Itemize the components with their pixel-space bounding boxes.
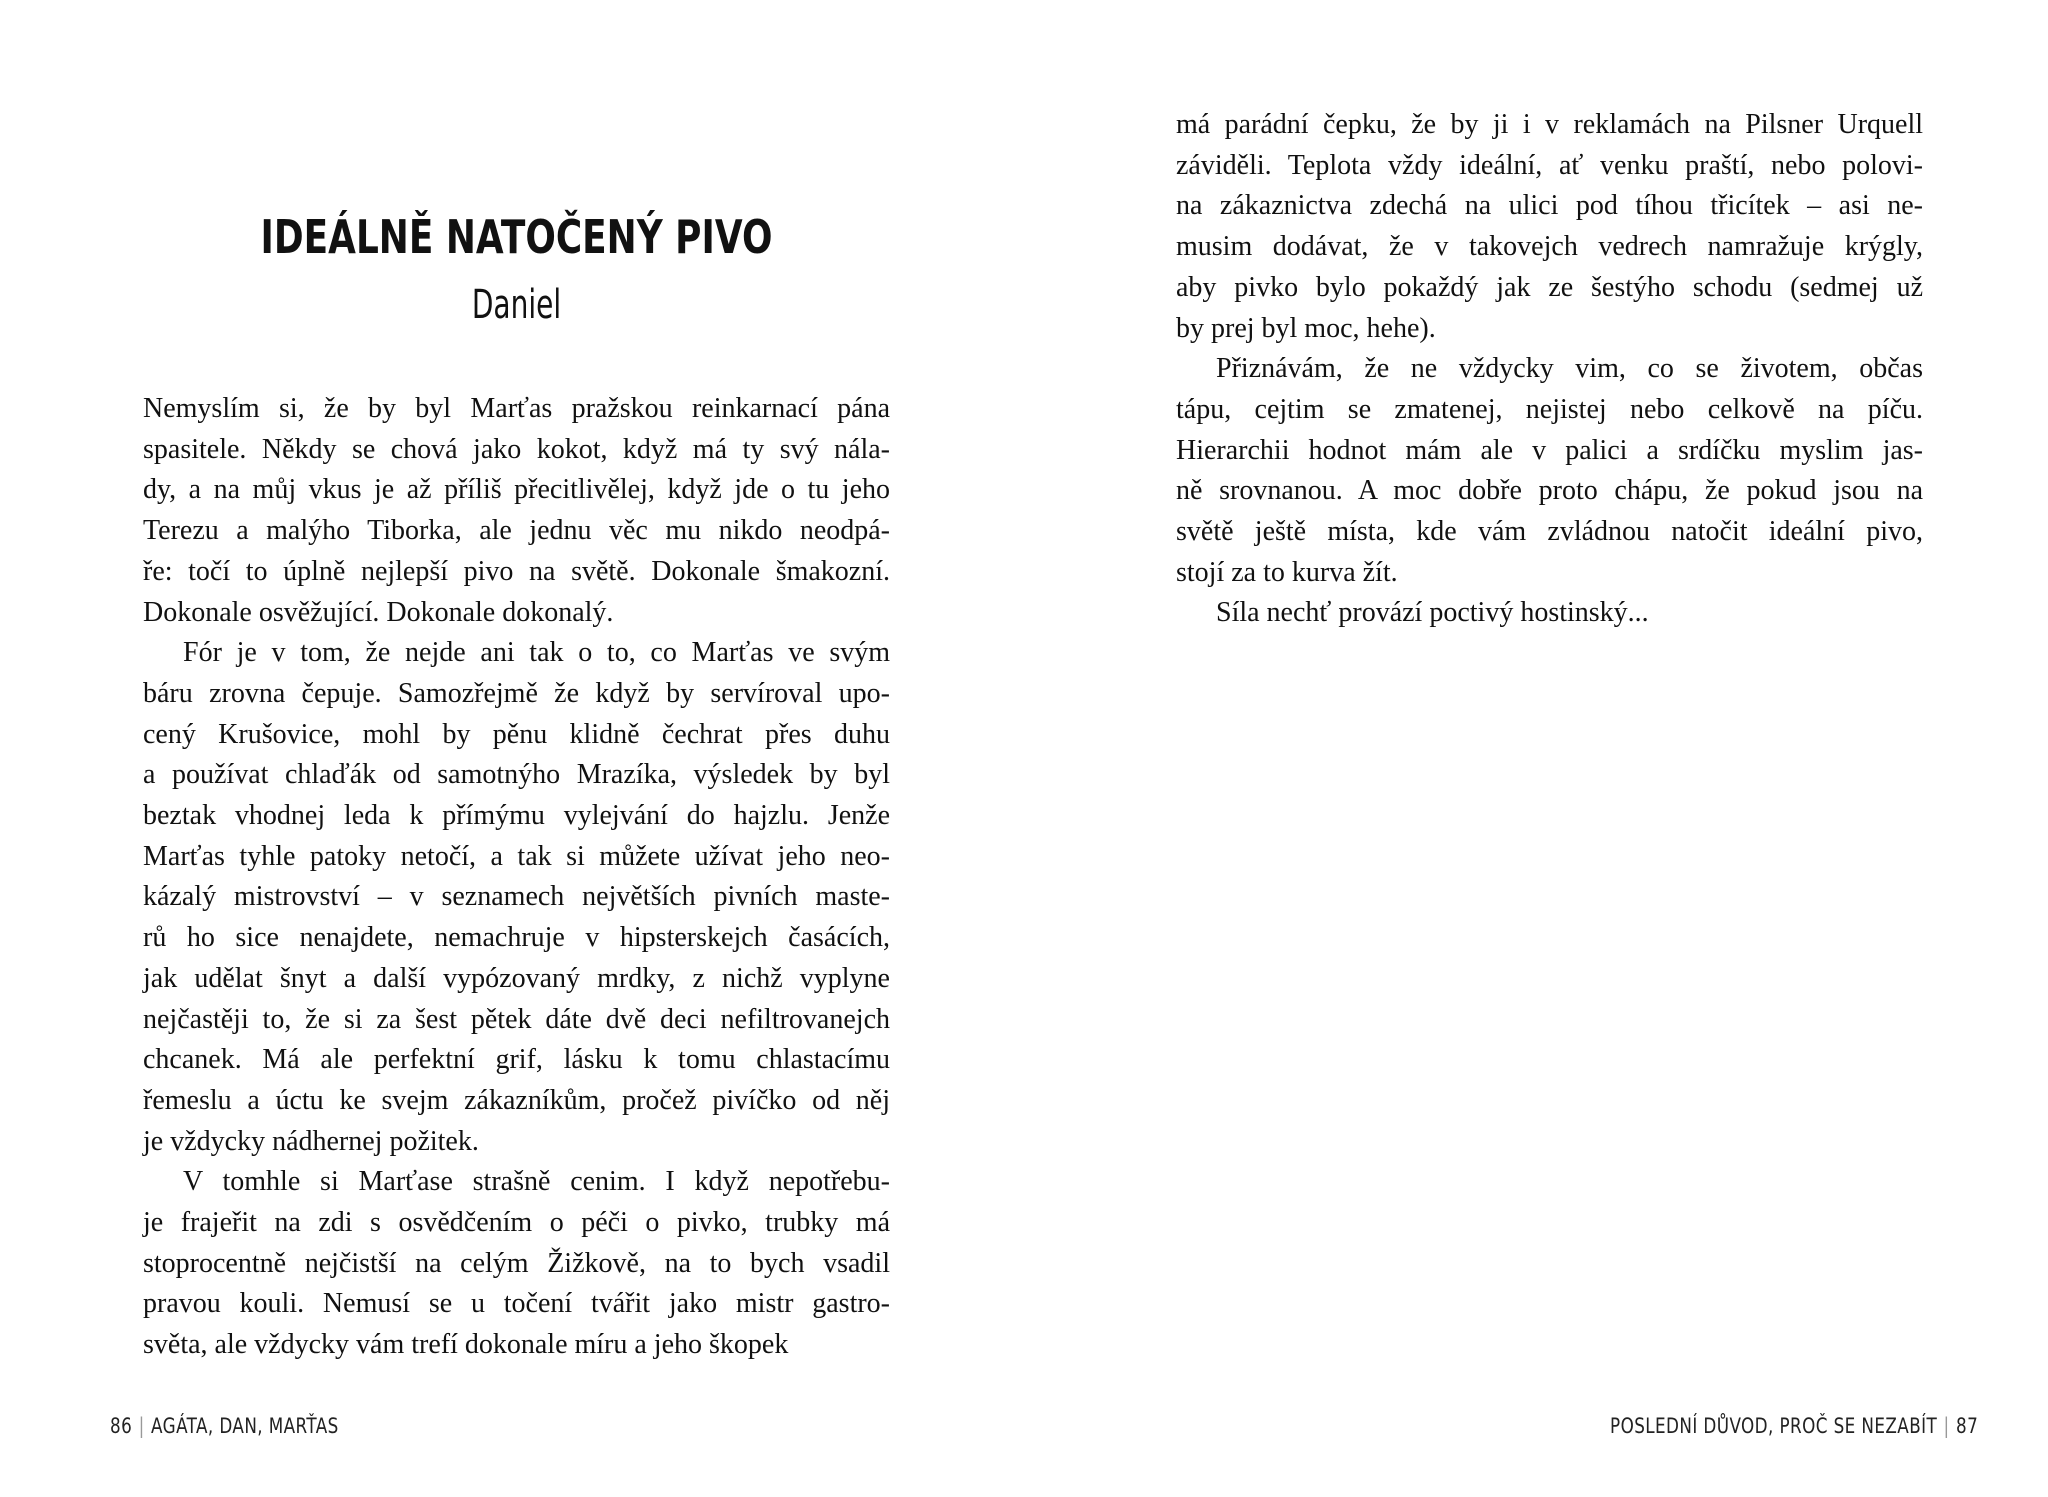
text-line: ně srovnanou. A moc dobře proto chápu, že pokud jsou na bbox=[1176, 475, 1923, 507]
chapter-title: IDEÁLNĚ NATOČENÝ PIVO bbox=[260, 210, 773, 264]
right-page bbox=[1024, 0, 2048, 1497]
paragraph bbox=[1176, 105, 1923, 349]
text-line: ře: točí to úplně nejlepší pivo na světě. Dokonale šmakozní. bbox=[143, 555, 890, 587]
paragraph bbox=[1176, 593, 1923, 634]
text-line: Marťas tyhle patoky netočí, a tak si můžete užívat jeho neo- bbox=[143, 840, 890, 872]
text-line: by prej byl moc, hehe). bbox=[1176, 312, 1436, 344]
text-line: světě ještě místa, kde vám zvládnou natočit ideální pivo, bbox=[1176, 516, 1923, 548]
left-footer bbox=[110, 1414, 339, 1438]
text-line: cený Krušovice, mohl by pěnu klidně čechrat přes duhu bbox=[143, 718, 890, 750]
text-line: tápu, cejtim se zmatenej, nejistej nebo celkově na píču. bbox=[1176, 393, 1923, 425]
right-body-text bbox=[1176, 105, 1923, 634]
text-line: a používat chlaďák od samotnýho Mrazíka, výsledek by byl bbox=[143, 759, 890, 791]
text-line: musim dodávat, že v takovejch vedrech namražuje krýgly, bbox=[1176, 231, 1923, 263]
text-line: je frajeřit na zdi s osvědčením o péči o pivko, trubky má bbox=[143, 1207, 890, 1239]
text-line: báru zrovna čepuje. Samozřejmě že když by servíroval upo- bbox=[143, 677, 890, 709]
text-line: pravou kouli. Nemusí se u točení tvářit jako mistr gastro- bbox=[143, 1288, 890, 1320]
text-line: stojí za to kurva žít. bbox=[1176, 556, 1398, 588]
text-line: světa, ale vždycky vám trefí dokonale míru a jeho škopek bbox=[143, 1329, 789, 1361]
footer-separator: | bbox=[1943, 1414, 1950, 1438]
running-head: POSLEDNÍ DŮVOD, PROČ SE NEZABÍT bbox=[1609, 1414, 1937, 1438]
text-line: Terezu a malýho Tiborka, ale jednu věc mu nikdo neodpá- bbox=[143, 515, 890, 547]
running-head: AGÁTA, DAN, MARŤAS bbox=[151, 1414, 339, 1438]
text-line: Síla nechť provází poctivý hostinský... bbox=[1216, 597, 1649, 629]
text-line: beztak vhodnej leda k přímýmu vylejvání do hajzlu. Jenže bbox=[143, 800, 890, 832]
text-line: Nemyslím si, že by byl Marťas pražskou reinkarnací pána bbox=[143, 393, 890, 424]
text-line: je vždycky nádhernej požitek. bbox=[143, 1125, 479, 1157]
text-line: chcanek. Má ale perfektní grif, lásku k tomu chlastacímu bbox=[143, 1044, 890, 1076]
text-line: spasitele. Někdy se chová jako kokot, když má ty svý nála- bbox=[143, 433, 890, 465]
text-line: dy, a na můj vkus je až příliš přecitlivělej, když jde o tu jeho bbox=[143, 474, 890, 506]
text-line: Fór je v tom, že nejde ani tak o to, co Marťas ve svým bbox=[183, 637, 890, 669]
paragraph bbox=[143, 389, 890, 633]
text-line: Dokonale osvěžující. Dokonale dokonalý. bbox=[143, 596, 614, 628]
page-number: 87 bbox=[1955, 1414, 1978, 1438]
chapter-author: Daniel bbox=[471, 282, 562, 328]
text-line: Hierarchii hodnot mám ale v palici a srdíčku myslim jas- bbox=[1176, 434, 1923, 466]
text-line: na zákaznictva zdechá na ulici pod tíhou třicítek – asi ne- bbox=[1176, 190, 1923, 222]
paragraph bbox=[143, 1162, 890, 1366]
text-line: nejčastěji to, že si za šest pětek dáte dvě deci nefiltrovanejch bbox=[143, 1003, 890, 1035]
text-line: Přiznávám, že ne vždycky vim, co se životem, občas bbox=[1216, 353, 1923, 385]
text-line: rů ho sice nenajdete, nemachruje v hipsterskejch časácích, bbox=[143, 922, 890, 954]
right-footer bbox=[1610, 1414, 1978, 1438]
text-line: jak udělat šnyt a další vypózovaný mrdky, z nichž vyplyne bbox=[143, 962, 890, 994]
text-line: V tomhle si Marťase strašně cenim. I když nepotřebu- bbox=[183, 1166, 890, 1198]
paragraph bbox=[143, 633, 890, 1162]
left-body-text bbox=[143, 389, 890, 1366]
text-line: řemeslu a úctu ke svejm zákazníkům, pročež pivíčko od něj bbox=[143, 1084, 890, 1116]
footer-separator: | bbox=[138, 1414, 145, 1438]
paragraph bbox=[1176, 349, 1923, 593]
text-line: kázalý mistrovství – v seznamech největších pivních maste- bbox=[143, 881, 890, 913]
text-line: záviděli. Teplota vždy ideální, ať venku praští, nebo polovi- bbox=[1176, 149, 1923, 181]
page-number: 86 bbox=[110, 1414, 133, 1438]
text-line: aby pivko bylo pokaždý jak ze šestýho schodu (sedmej už bbox=[1176, 271, 1923, 303]
text-line: stoprocentně nejčistší na celým Žižkově, na to bych vsadil bbox=[143, 1247, 890, 1279]
text-line: má parádní čepku, že by ji i v reklamách na Pilsner Urquell bbox=[1176, 109, 1923, 140]
